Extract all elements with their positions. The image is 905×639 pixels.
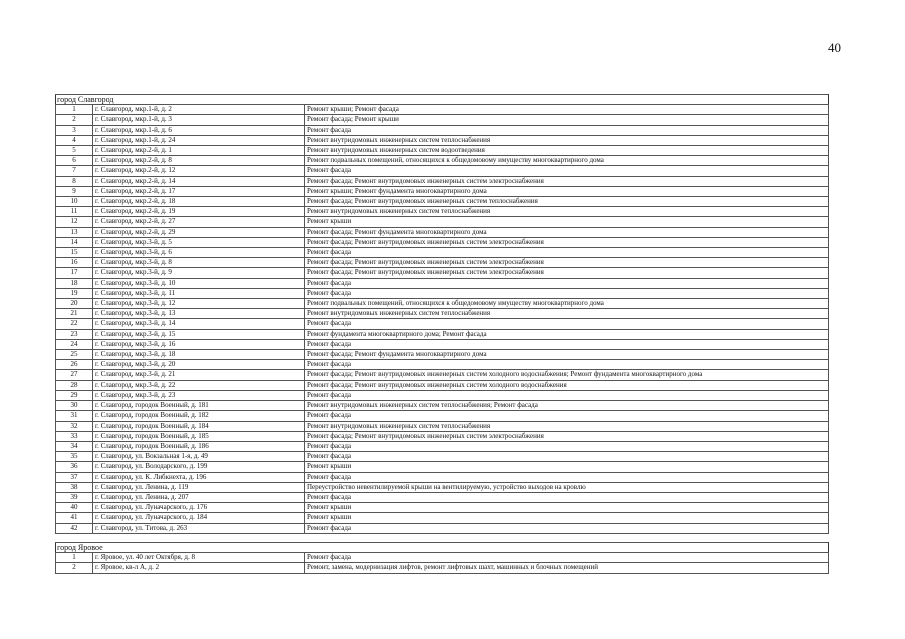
section-title: город Яровое <box>56 543 829 553</box>
row-work-type: Ремонт внутридомовых инженерных систем теплоснабжения <box>305 309 829 319</box>
table-row <box>56 237 829 247</box>
row-work-type: Ремонт крыши <box>305 513 829 523</box>
row-work-type: Ремонт фасада; Ремонт внутридомовых инженерных систем электроснабжения <box>305 258 829 268</box>
row-work-type: Ремонт внутридомовых инженерных систем водоотведения <box>305 146 829 156</box>
row-address: г. Славгород, ул. Титова, д. 263 <box>93 523 305 533</box>
row-number: 17 <box>56 268 93 278</box>
row-work-type: Ремонт крыши <box>305 503 829 513</box>
row-number: 12 <box>56 217 93 227</box>
table-row <box>56 492 829 502</box>
row-work-type: Ремонт крыши <box>305 217 829 227</box>
table-row <box>56 503 829 513</box>
table-row <box>56 431 829 441</box>
row-number: 1 <box>56 105 93 115</box>
table-row <box>56 441 829 451</box>
row-address: г. Славгород, ул. Луначарского, д. 184 <box>93 513 305 523</box>
row-number: 41 <box>56 513 93 523</box>
row-number: 23 <box>56 329 93 339</box>
row-work-type: Ремонт фасада <box>305 319 829 329</box>
row-address: г. Славгород, мкр.2-й, д. 1 <box>93 146 305 156</box>
row-number: 37 <box>56 472 93 482</box>
table-row <box>56 309 829 319</box>
table-row <box>56 350 829 360</box>
row-number: 42 <box>56 523 93 533</box>
row-number: 32 <box>56 421 93 431</box>
table-yarovoe <box>55 542 829 574</box>
table-row <box>56 248 829 258</box>
row-work-type: Ремонт фасада; Ремонт фундамента многоквартирного дома <box>305 350 829 360</box>
row-number: 20 <box>56 299 93 309</box>
row-number: 15 <box>56 248 93 258</box>
row-work-type: Ремонт фасада <box>305 390 829 400</box>
row-address: г. Славгород, мкр.1-й, д. 3 <box>93 115 305 125</box>
table-body-slavgorod <box>56 95 829 534</box>
row-address: г. Славгород, мкр.2-й, д. 8 <box>93 156 305 166</box>
row-work-type: Ремонт внутридомовых инженерных систем теплоснабжения <box>305 421 829 431</box>
row-address: г. Славгород, ул. К. Либкнехта, д. 196 <box>93 472 305 482</box>
row-number: 38 <box>56 482 93 492</box>
table-row <box>56 166 829 176</box>
row-address: г. Славгород, мкр.3-й, д. 18 <box>93 350 305 360</box>
row-address: г. Яровое, кв-л А, д. 2 <box>93 563 305 573</box>
row-work-type: Ремонт внутридомовых инженерных систем теплоснабжения <box>305 207 829 217</box>
row-work-type: Ремонт фасада <box>305 472 829 482</box>
table-row <box>56 207 829 217</box>
table-body-yarovoe <box>56 543 829 574</box>
row-work-type: Ремонт внутридомовых инженерных систем теплоснабжения; Ремонт фасада <box>305 401 829 411</box>
row-address: г. Славгород, городок Военный, д. 184 <box>93 421 305 431</box>
section-header-row <box>56 543 829 553</box>
row-work-type: Ремонт фасада <box>305 523 829 533</box>
row-number: 14 <box>56 237 93 247</box>
table-row <box>56 299 829 309</box>
table-row <box>56 258 829 268</box>
row-number: 19 <box>56 288 93 298</box>
row-address: г. Славгород, ул. Луначарского, д. 176 <box>93 503 305 513</box>
table-row <box>56 370 829 380</box>
row-number: 31 <box>56 411 93 421</box>
row-work-type: Переустройство невентилируемой крыши на вентилируемую, устройство выходов на кровлю <box>305 482 829 492</box>
row-work-type: Ремонт фасада; Ремонт внутридомовых инженерных систем электроснабжения <box>305 431 829 441</box>
table-row <box>56 482 829 492</box>
row-address: г. Яровое, ул. 40 лет Октября, д. 8 <box>93 553 305 563</box>
table-row <box>56 115 829 125</box>
row-number: 40 <box>56 503 93 513</box>
row-work-type: Ремонт фасада <box>305 452 829 462</box>
row-address: г. Славгород, мкр.1-й, д. 24 <box>93 135 305 145</box>
row-work-type: Ремонт фасада <box>305 278 829 288</box>
row-work-type: Ремонт фасада; Ремонт внутридомовых инженерных систем электроснабжения <box>305 268 829 278</box>
table-row <box>56 186 829 196</box>
row-number: 18 <box>56 278 93 288</box>
row-address: г. Славгород, мкр.3-й, д. 9 <box>93 268 305 278</box>
table-row <box>56 288 829 298</box>
row-address: г. Славгород, мкр.3-й, д. 5 <box>93 237 305 247</box>
row-number: 25 <box>56 350 93 360</box>
section-header-row <box>56 95 829 105</box>
row-work-type: Ремонт фасада; Ремонт фундамента многоквартирного дома <box>305 227 829 237</box>
table-row <box>56 452 829 462</box>
row-number: 1 <box>56 553 93 563</box>
row-work-type: Ремонт фасада <box>305 411 829 421</box>
table-row <box>56 513 829 523</box>
row-address: г. Славгород, ул. Ленина, д. 207 <box>93 492 305 502</box>
row-number: 21 <box>56 309 93 319</box>
row-address: г. Славгород, мкр.3-й, д. 14 <box>93 319 305 329</box>
table-row <box>56 411 829 421</box>
row-number: 26 <box>56 360 93 370</box>
row-work-type: Ремонт фасада <box>305 288 829 298</box>
row-work-type: Ремонт фасада <box>305 492 829 502</box>
row-number: 34 <box>56 441 93 451</box>
row-number: 39 <box>56 492 93 502</box>
row-work-type: Ремонт подвальных помещений, относящихся к общедомовому имуществу многоквартирного дома <box>305 156 829 166</box>
row-address: г. Славгород, городок Военный, д. 182 <box>93 411 305 421</box>
row-work-type: Ремонт фасада <box>305 125 829 135</box>
table-row <box>56 217 829 227</box>
row-address: г. Славгород, мкр.3-й, д. 23 <box>93 390 305 400</box>
row-work-type: Ремонт крыши <box>305 462 829 472</box>
row-work-type: Ремонт подвальных помещений, относящихся к общедомовому имуществу многоквартирного дома <box>305 299 829 309</box>
row-address: г. Славгород, городок Военный, д. 181 <box>93 401 305 411</box>
table-row <box>56 319 829 329</box>
table-row <box>56 339 829 349</box>
row-work-type: Ремонт фасада; Ремонт внутридомовых инженерных систем теплоснабжения <box>305 197 829 207</box>
table-row <box>56 563 829 573</box>
row-address: г. Славгород, мкр.3-й, д. 6 <box>93 248 305 258</box>
row-address: г. Славгород, мкр.2-й, д. 27 <box>93 217 305 227</box>
row-number: 16 <box>56 258 93 268</box>
row-number: 27 <box>56 370 93 380</box>
table-row <box>56 176 829 186</box>
row-address: г. Славгород, мкр.2-й, д. 29 <box>93 227 305 237</box>
row-work-type: Ремонт фундамента многоквартирного дома; Ремонт фасада <box>305 329 829 339</box>
row-number: 7 <box>56 166 93 176</box>
table-row <box>56 390 829 400</box>
row-work-type: Ремонт крыши; Ремонт фундамента многоквартирного дома <box>305 186 829 196</box>
row-number: 8 <box>56 176 93 186</box>
row-address: г. Славгород, мкр.3-й, д. 13 <box>93 309 305 319</box>
row-address: г. Славгород, мкр.1-й, д. 2 <box>93 105 305 115</box>
row-work-type: Ремонт фасада <box>305 248 829 258</box>
row-work-type: Ремонт фасада <box>305 553 829 563</box>
row-number: 33 <box>56 431 93 441</box>
table-row <box>56 329 829 339</box>
row-number: 3 <box>56 125 93 135</box>
row-work-type: Ремонт фасада; Ремонт внутридомовых инженерных систем холодного водоснабжения <box>305 380 829 390</box>
table-row <box>56 125 829 135</box>
row-number: 29 <box>56 390 93 400</box>
row-address: г. Славгород, мкр.3-й, д. 10 <box>93 278 305 288</box>
row-work-type: Ремонт фасада <box>305 339 829 349</box>
row-number: 36 <box>56 462 93 472</box>
row-work-type: Ремонт крыши; Ремонт фасада <box>305 105 829 115</box>
row-work-type: Ремонт фасада <box>305 441 829 451</box>
row-number: 24 <box>56 339 93 349</box>
row-address: г. Славгород, мкр.3-й, д. 20 <box>93 360 305 370</box>
row-number: 30 <box>56 401 93 411</box>
table-row <box>56 421 829 431</box>
row-address: г. Славгород, мкр.2-й, д. 19 <box>93 207 305 217</box>
row-address: г. Славгород, ул. Вокзальная 1-я, д. 49 <box>93 452 305 462</box>
row-number: 13 <box>56 227 93 237</box>
row-work-type: Ремонт фасада; Ремонт крыши <box>305 115 829 125</box>
row-work-type: Ремонт фасада; Ремонт внутридомовых инженерных систем электроснабжения <box>305 237 829 247</box>
page-number: 40 <box>828 40 841 55</box>
row-address: г. Славгород, ул. Володарского, д. 199 <box>93 462 305 472</box>
row-address: г. Славгород, городок Военный, д. 185 <box>93 431 305 441</box>
row-address: г. Славгород, мкр.2-й, д. 12 <box>93 166 305 176</box>
table-row <box>56 105 829 115</box>
row-work-type: Ремонт фасада; Ремонт внутридомовых инженерных систем холодного водоснабжения; Ремонт фундамента многоквартирного дома <box>305 370 829 380</box>
row-address: г. Славгород, мкр.2-й, д. 17 <box>93 186 305 196</box>
table-row <box>56 462 829 472</box>
table-row <box>56 135 829 145</box>
row-address: г. Славгород, мкр.3-й, д. 16 <box>93 339 305 349</box>
table-slavgorod <box>55 94 829 534</box>
section-title: город Славгород <box>56 95 829 105</box>
row-address: г. Славгород, мкр.1-й, д. 6 <box>93 125 305 135</box>
row-work-type: Ремонт фасада; Ремонт внутридомовых инженерных систем электроснабжения <box>305 176 829 186</box>
row-address: г. Славгород, мкр.2-й, д. 14 <box>93 176 305 186</box>
table-row <box>56 401 829 411</box>
table-row <box>56 472 829 482</box>
row-number: 10 <box>56 197 93 207</box>
row-address: г. Славгород, городок Военный, д. 186 <box>93 441 305 451</box>
table-row <box>56 523 829 533</box>
row-address: г. Славгород, мкр.3-й, д. 15 <box>93 329 305 339</box>
table-row <box>56 227 829 237</box>
table-row <box>56 156 829 166</box>
row-number: 35 <box>56 452 93 462</box>
row-address: г. Славгород, мкр.3-й, д. 8 <box>93 258 305 268</box>
row-address: г. Славгород, мкр.3-й, д. 12 <box>93 299 305 309</box>
row-work-type: Ремонт фасада <box>305 166 829 176</box>
row-number: 2 <box>56 563 93 573</box>
row-number: 4 <box>56 135 93 145</box>
row-address: г. Славгород, мкр.2-й, д. 18 <box>93 197 305 207</box>
row-address: г. Славгород, мкр.3-й, д. 11 <box>93 288 305 298</box>
table-row <box>56 553 829 563</box>
row-work-type: Ремонт фасада <box>305 360 829 370</box>
table-row <box>56 146 829 156</box>
table-row <box>56 268 829 278</box>
row-number: 2 <box>56 115 93 125</box>
table-row <box>56 197 829 207</box>
row-number: 6 <box>56 156 93 166</box>
row-number: 9 <box>56 186 93 196</box>
row-work-type: Ремонт, замена, модернизация лифтов, ремонт лифтовых шахт, машинных и блочных помещений <box>305 563 829 573</box>
row-address: г. Славгород, мкр.3-й, д. 21 <box>93 370 305 380</box>
table-row <box>56 360 829 370</box>
table-row <box>56 380 829 390</box>
table-row <box>56 278 829 288</box>
row-number: 11 <box>56 207 93 217</box>
row-number: 22 <box>56 319 93 329</box>
row-number: 5 <box>56 146 93 156</box>
row-address: г. Славгород, мкр.3-й, д. 22 <box>93 380 305 390</box>
row-address: г. Славгород, ул. Ленина, д. 119 <box>93 482 305 492</box>
row-number: 28 <box>56 380 93 390</box>
row-work-type: Ремонт внутридомовых инженерных систем теплоснабжения <box>305 135 829 145</box>
